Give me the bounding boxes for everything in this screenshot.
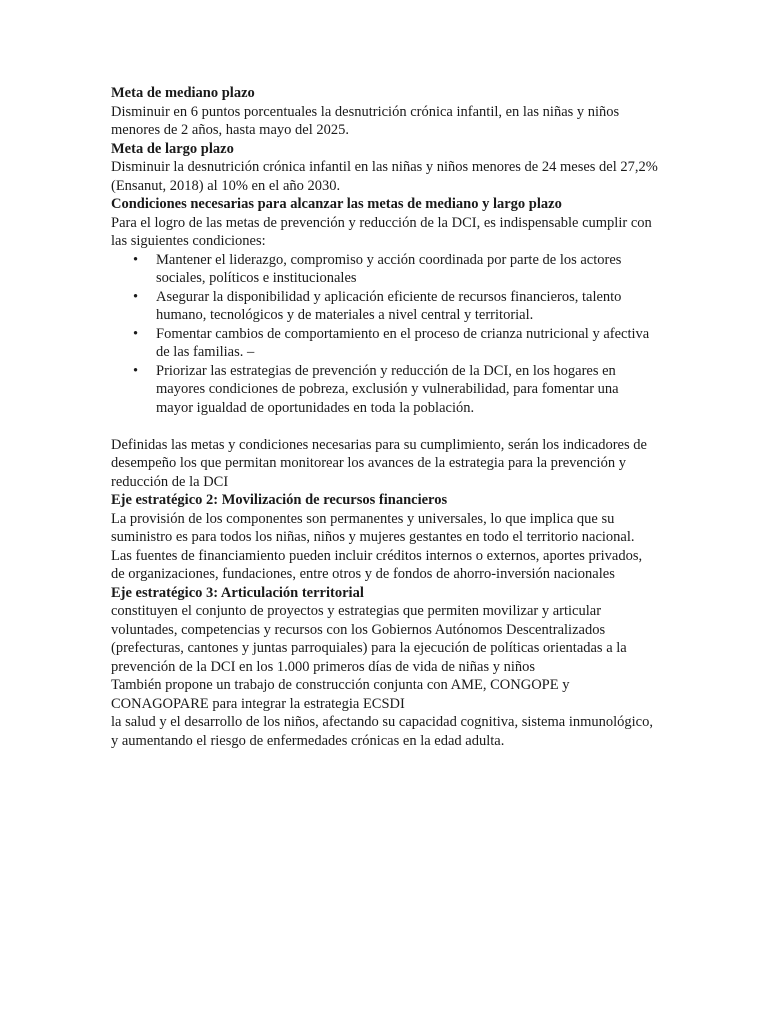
section-heading-mediano-plazo: Meta de mediano plazo [111,85,255,101]
list-item [111,325,658,362]
list-item [111,288,658,325]
paragraph-eje-3-construccion: También propone un trabajo de construcción conjunta con AME, CONGOPE y CONAGOPARE para integrar la estrategia ECSDI [111,677,570,712]
paragraph-eje-3-proyectos: constituyen el conjunto de proyectos y estrategias que permiten movilizar y articular voluntades, competencias y recursos con los Gobiernos Autónomos Descentralizados (prefecturas, cantones y juntas parroquiales) para la ejecución de políticas orientadas a la prevención de la DCI en los 1.000 primeros días de vida de niñas y niños [111,603,627,675]
conditions-list [111,251,658,418]
document-body [111,84,658,750]
paragraph-eje-3-salud: la salud y el desarrollo de los niños, afectando su capacidad cognitiva, sistema inmunológico, y aumentando el riesgo de enfermedades crónicas en la edad adulta. [111,714,653,749]
section-heading-eje-3: Eje estratégico 3: Articulación territorial [111,584,364,601]
list-item-text: Asegurar la disponibilidad y aplicación eficiente de recursos financieros, talento humano, tecnológicos y de materiales a nivel central y territorial. [156,288,622,323]
list-item-text: Priorizar las estrategias de prevención y reducción de la DCI, en los hogares en mayores condiciones de pobreza, exclusión y vulnerabilidad, para fomentar una mayor igualdad de oportunidades en toda la población. [156,362,619,416]
list-item-text: Mantener el liderazgo, compromiso y acción coordinada por parte de los actores sociales, políticos e institucionales [156,251,622,286]
bullet-icon: • [133,251,139,268]
bullet-icon: • [133,325,139,342]
section-heading-largo-plazo: Meta de largo plazo [111,140,234,157]
section-heading-eje-2: Eje estratégico 2: Movilización de recursos financieros [111,492,448,508]
paragraph-eje-2-provision: La provisión de los componentes son permanentes y universales, lo que implica que su suministro es para todos los niñas, niños y mujeres gestantes en todo el territorio nacional. [111,510,635,545]
bullet-icon: • [133,288,139,305]
paragraph-eje-2-fuentes: Las fuentes de financiamiento pueden incluir créditos internos o externos, aportes privados, de organizaciones, fundaciones, entre otros y de fondos de ahorro-inversión nacionales [111,547,643,582]
paragraph-condiciones-closing: Definidas las metas y condiciones necesarias para su cumplimiento, serán los indicadores de desempeño los que permitan monitorear los avances de la estrategia para la prevención y reducción de la DCI [111,436,647,490]
section-heading-condiciones: Condiciones necesarias para alcanzar las metas de mediano y largo plazo [111,196,562,212]
paragraph-mediano-plazo: Disminuir en 6 puntos porcentuales la desnutrición crónica infantil, en las niñas y niños menores de 2 años, hasta mayo del 2025. [111,103,620,138]
list-item [111,362,658,418]
list-item [111,251,658,288]
bullet-icon: • [133,362,139,379]
list-item-text: Fomentar cambios de comportamiento en el proceso de crianza nutricional y afectiva de las familias. – [156,325,650,360]
paragraph-condiciones-intro: Para el logro de las metas de prevención y reducción de la DCI, es indispensable cumplir con las siguientes condiciones: [111,214,652,249]
blank-line [111,417,658,436]
paragraph-largo-plazo: Disminuir la desnutrición crónica infantil en las niñas y niños menores de 24 meses del 27,2% (Ensanut, 2018) al 10% en el año 2030. [111,159,658,194]
